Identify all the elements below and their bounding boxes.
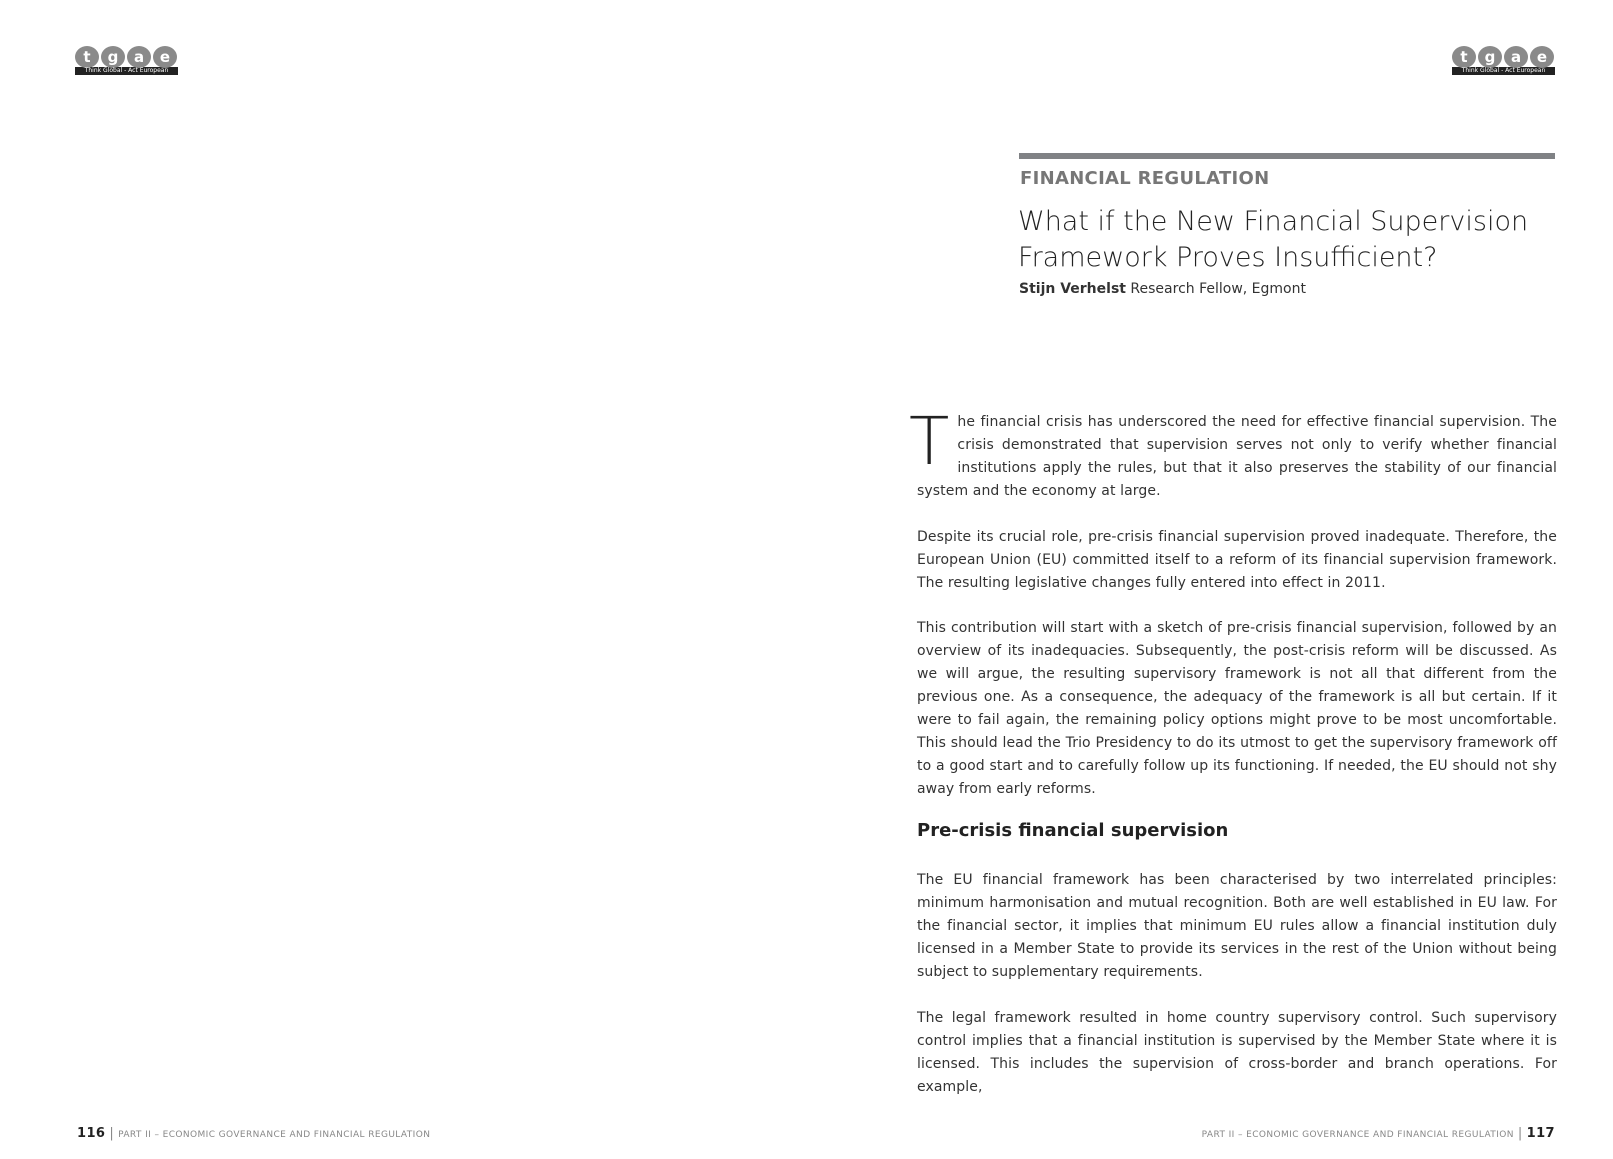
paragraph <box>917 617 1557 801</box>
page-number: 117 <box>1526 1126 1555 1141</box>
article-title <box>1018 204 1578 276</box>
paragraph <box>917 1007 1557 1099</box>
logo-letter: t <box>1452 46 1476 68</box>
logo-letter: a <box>1504 46 1528 68</box>
footer-right: PART II – ECONOMIC GOVERNANCE AND FINANCIAL REGULATION | 117 <box>1201 1126 1555 1141</box>
logo-tagline: Think Global - Act European <box>75 67 178 75</box>
author-role: Research Fellow, Egmont <box>1130 281 1306 297</box>
paragraph-text: he financial crisis has underscored the need for effective financial supervision. The crisis demonstrated that supervision serves not only to verify whether financial institutions apply the rules, but that it also preserves the stability of our financial system and the economy at large. <box>917 414 1557 499</box>
paragraph <box>917 526 1557 595</box>
tgae-logo-left <box>75 46 178 76</box>
running-footer: PART II – ECONOMIC GOVERNANCE AND FINANCIAL REGULATION <box>118 1130 431 1140</box>
section-heading: Pre-crisis financial supervision <box>917 820 1229 841</box>
title-line: What if the New Financial Supervision <box>1018 206 1529 237</box>
logo-letter: a <box>127 46 151 68</box>
logo-letter: e <box>153 46 177 68</box>
paragraph <box>917 869 1557 984</box>
running-footer: PART II – ECONOMIC GOVERNANCE AND FINANCIAL REGULATION <box>1201 1130 1514 1140</box>
section-label: FINANCIAL REGULATION <box>1020 168 1270 189</box>
page-number: 116 <box>77 1126 106 1141</box>
paragraph-text: Despite its crucial role, pre-crisis financial supervision proved inadequate. Therefore, the European Union (EU) committed itself to a reform of its financial supervision framework. The resulting legislative changes fully entered into effect in 2011. <box>917 529 1557 591</box>
author-name: Stijn Verhelst <box>1019 281 1126 297</box>
drop-cap: T <box>909 403 950 480</box>
logo-letter: e <box>1530 46 1554 68</box>
logo-letter: t <box>75 46 99 68</box>
paragraph-text: The legal framework resulted in home country supervisory control. Such supervisory control implies that a financial institution is supervised by the Member State where it is licensed. This includes the supervision of cross-border and branch operations. For example, <box>917 1010 1557 1095</box>
logo-tagline: Think Global - Act European <box>1452 67 1555 75</box>
logo-letter: g <box>1478 46 1502 68</box>
paragraph-text: This contribution will start with a sketch of pre-crisis financial supervision, followed by an overview of its inadequacies. Subsequently, the post-crisis reform will be discussed. As we will argue, the resulting supervisory framework is not all that different from the previous one. As a consequence, the adequacy of the framework is all but certain. If it were to fail again, the remaining policy options might prove to be most uncomfortable. This should lead the Trio Presidency to do its utmost to get the supervisory framework off to a good start and to carefully follow up its functioning. If needed, the EU should not shy away from early reforms. <box>917 620 1557 797</box>
paragraph-text: The EU financial framework has been characterised by two interrelated principles: minimum harmonisation and mutual recognition. Both are well established in EU law. For the financial sector, it implies that minimum EU rules allow a financial institution duly licensed in a Member State to provide its services in the rest of the Union without being subject to supplementary requirements. <box>917 872 1557 980</box>
tgae-logo-right <box>1452 46 1555 76</box>
footer-left: 116 | PART II – ECONOMIC GOVERNANCE AND FINANCIAL REGULATION <box>77 1126 431 1141</box>
paragraph <box>909 403 1557 503</box>
section-rule <box>1019 153 1555 159</box>
logo-letter: g <box>101 46 125 68</box>
author-line <box>1019 281 1306 297</box>
title-line: Framework Proves Insufficient? <box>1018 242 1438 273</box>
